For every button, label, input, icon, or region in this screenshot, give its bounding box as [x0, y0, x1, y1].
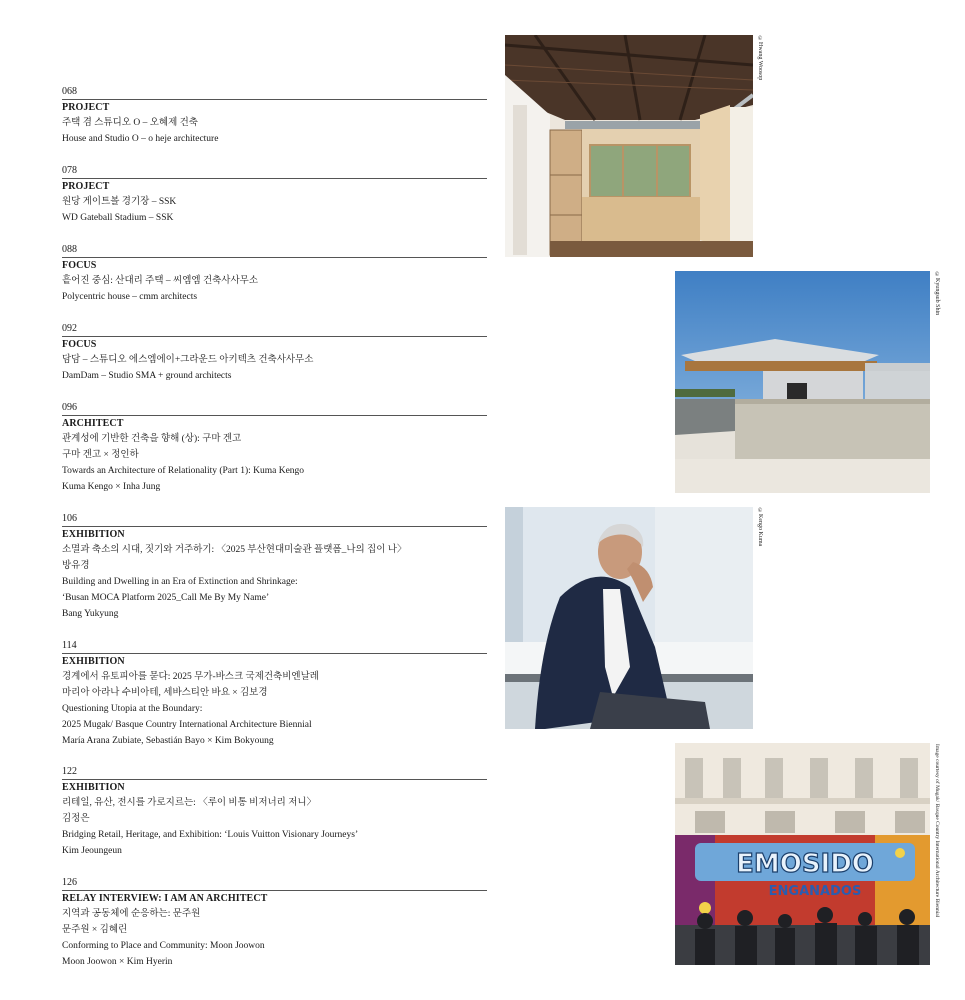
divider: [62, 178, 487, 179]
stadium-illustration: [675, 271, 930, 493]
photo-credit: ©Kyungsub Shin: [934, 272, 940, 316]
mural-illustration: [675, 743, 930, 965]
portrait-photo: [505, 507, 753, 729]
title-english: Conforming to Place and Community: Moon Joowon: [62, 941, 265, 951]
author-english: Kim Jeoungeun: [62, 846, 122, 856]
mural-text: EMOSIDO: [736, 849, 874, 879]
author-english: Bang Yukyung: [62, 609, 119, 619]
title-english: Building and Dwelling in an Era of Extinction and Shrinkage:: [62, 577, 298, 587]
title-korean: 리테일, 유산, 전시를 가로지르는: 〈루이 비통 비저너리 저니〉: [62, 798, 317, 808]
author-korean: 김정은: [62, 814, 90, 824]
page-number: 126: [62, 877, 77, 888]
interior-photo: [505, 35, 753, 257]
page-number: 068: [62, 86, 77, 97]
photo-credit: ©Hwang Woosop: [757, 36, 763, 81]
toc-entry[interactable]: [62, 86, 487, 165]
divider: [62, 779, 487, 780]
title-korean: 소멸과 축소의 시대, 짓기와 거주하기: 〈2025 부산현대미술관 플랫폼_나의 집이 나〉: [62, 545, 407, 555]
page-number: 114: [62, 640, 77, 651]
page-number: 122: [62, 766, 77, 777]
page-number: 096: [62, 402, 77, 413]
section-category: FOCUS: [62, 260, 97, 271]
divider: [62, 336, 487, 337]
divider: [62, 526, 487, 527]
toc-entry[interactable]: [62, 877, 487, 972]
title-korean: 원당 게이트볼 경기장 – SSK: [62, 197, 177, 207]
author-korean: 방유경: [62, 561, 90, 571]
title-english: Towards an Architecture of Relationality (Part 1): Kuma Kengo: [62, 466, 305, 476]
author-english: Kuma Kengo × Inha Jung: [62, 482, 161, 492]
page-number: 088: [62, 244, 77, 255]
page-number: 092: [62, 323, 77, 334]
toc-entry[interactable]: [62, 640, 487, 766]
title-english: Polycentric house – cmm architects: [62, 292, 198, 302]
title-english: Bridging Retail, Heritage, and Exhibition: ‘Louis Vuitton Visionary Journeys’: [62, 830, 359, 840]
author-korean: 문주원 × 김혜린: [62, 925, 128, 935]
portrait-illustration: [505, 507, 753, 729]
title-korean: 주택 겸 스튜디오 O – 오혜제 건축: [62, 118, 198, 128]
toc-entry[interactable]: [62, 244, 487, 323]
section-category: PROJECT: [62, 102, 110, 113]
author-korean: 마리아 아라나 수비아테, 세바스티안 바요 × 김보경: [62, 688, 268, 698]
author-english: Moon Joowon × Kim Hyerin: [62, 957, 173, 967]
toc-entry[interactable]: [62, 323, 487, 402]
title-korean: 관계성에 기반한 건축을 향해 (상): 구마 겐고: [62, 434, 242, 444]
toc-entry[interactable]: [62, 513, 487, 640]
toc-entry[interactable]: [62, 402, 487, 513]
author-korean: 구마 겐고 × 정인하: [62, 450, 139, 460]
title-english-cont: ‘Busan MOCA Platform 2025_Call Me By My Name’: [62, 593, 270, 603]
divider: [62, 415, 487, 416]
section-category: EXHIBITION: [62, 782, 125, 793]
section-category: FOCUS: [62, 339, 97, 350]
section-category: RELAY INTERVIEW: I AM AN ARCHITECT: [62, 893, 268, 904]
title-korean: 흩어진 중심: 산대리 주택 – 씨엠엠 건축사사무소: [62, 276, 259, 286]
stadium-photo: [675, 271, 930, 493]
title-english: House and Studio O – o heje architecture: [62, 134, 219, 144]
divider: [62, 257, 487, 258]
photo-credit: ©Kengo Kuma: [757, 508, 763, 547]
interior-illustration: [505, 35, 753, 257]
section-category: EXHIBITION: [62, 656, 125, 667]
mural-subtext: ENGANADOS: [768, 884, 862, 899]
title-english: WD Gateball Stadium – SSK: [62, 213, 174, 223]
toc-entry[interactable]: [62, 766, 487, 877]
title-korean: 담담 – 스튜디오 에스엠에이+그라운드 아키텍츠 건축사사무소: [62, 355, 314, 365]
toc-entry[interactable]: [62, 165, 487, 244]
divider: [62, 99, 487, 100]
page-number: 106: [62, 513, 77, 524]
page-number: 078: [62, 165, 77, 176]
exhibition-photo: [675, 743, 930, 965]
title-korean: 지역과 공동체에 순응하는: 문주원: [62, 909, 201, 919]
section-category: PROJECT: [62, 181, 110, 192]
photo-credit: Image courtesy of Mugak/ Basque Country International Architecture Biennial: [934, 744, 940, 918]
section-category: ARCHITECT: [62, 418, 124, 429]
table-of-contents: [62, 86, 487, 972]
divider: [62, 890, 487, 891]
title-english: Questioning Utopia at the Boundary:: [62, 704, 203, 714]
author-english: María Arana Zubiate, Sebastián Bayo × Kim Bokyoung: [62, 736, 274, 746]
divider: [62, 653, 487, 654]
title-english: DamDam – Studio SMA + ground architects: [62, 371, 232, 381]
title-english-cont: 2025 Mugak/ Basque Country International Architecture Biennial: [62, 720, 312, 730]
section-category: EXHIBITION: [62, 529, 125, 540]
title-korean: 경계에서 유토피아를 묻다: 2025 무가-바스크 국제건축비엔날레: [62, 672, 319, 682]
